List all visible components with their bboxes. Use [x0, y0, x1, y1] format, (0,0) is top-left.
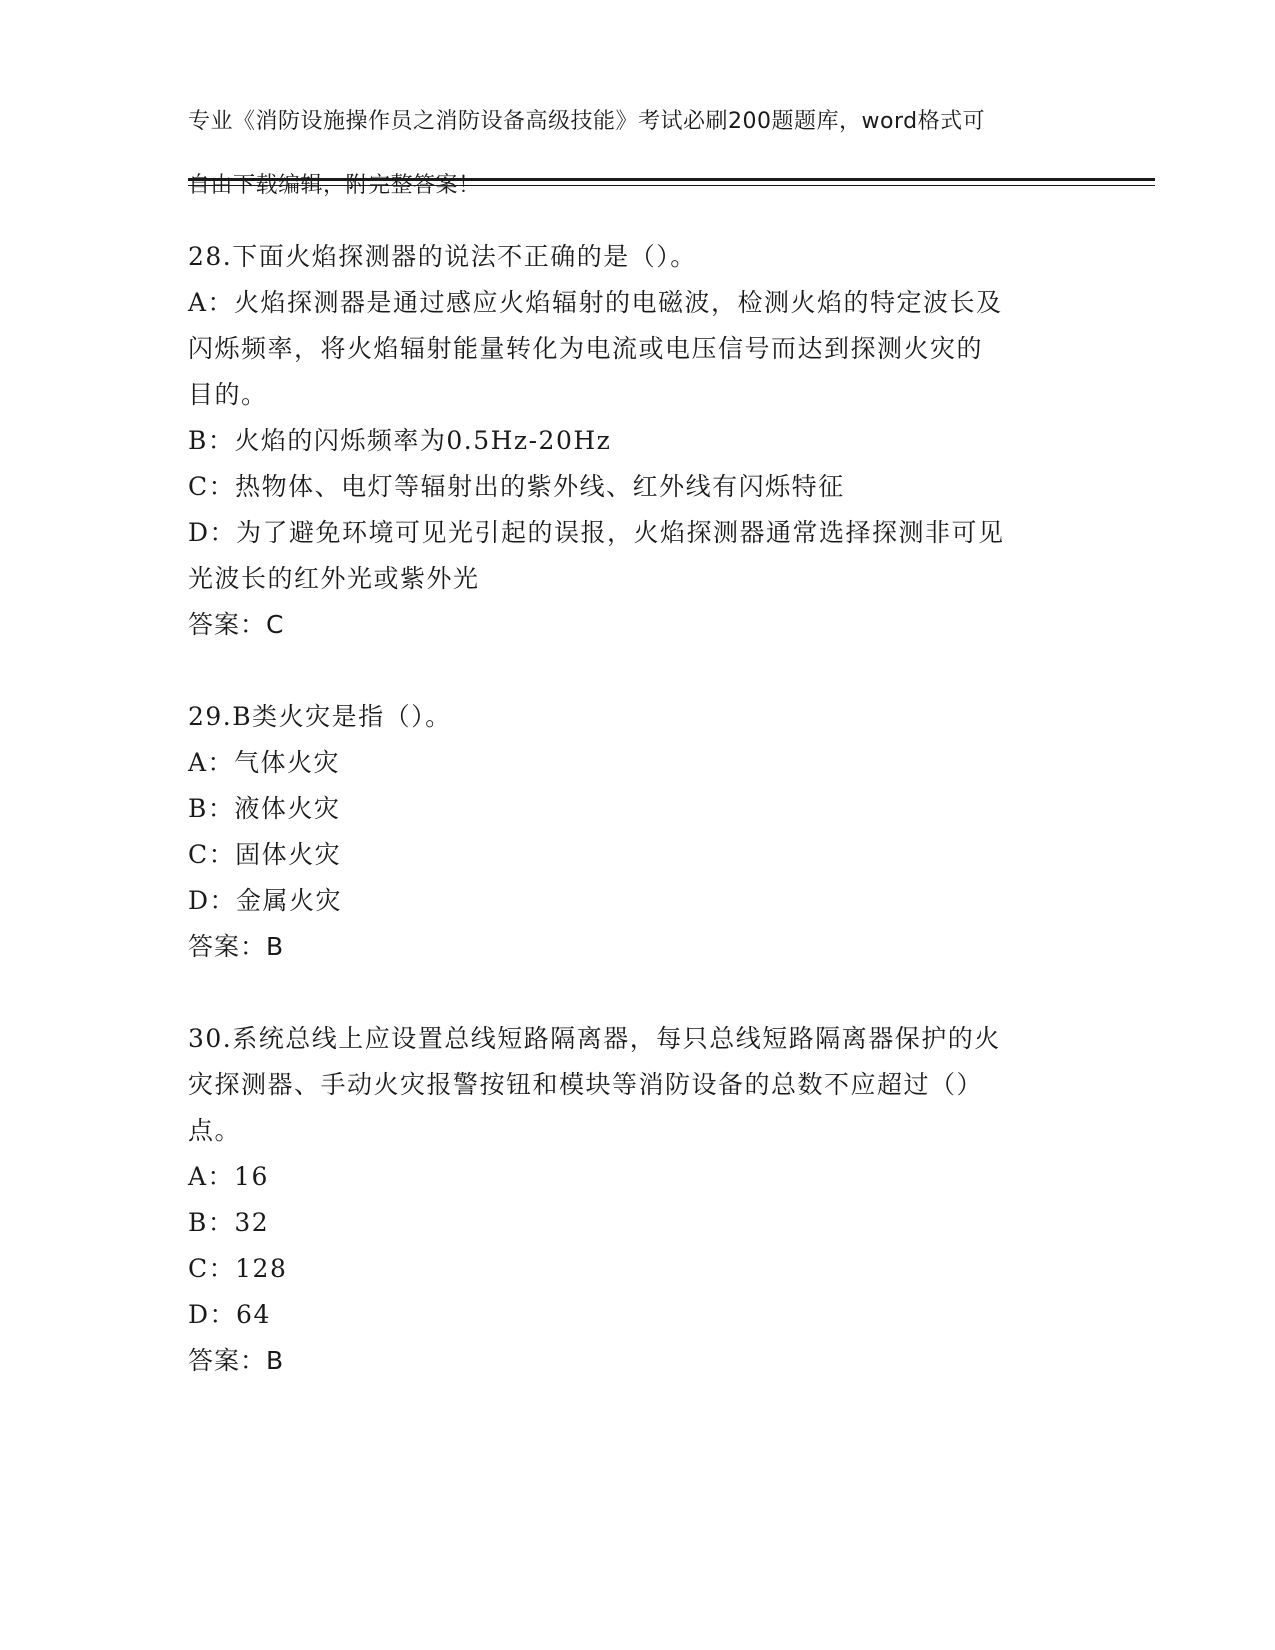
option-c: C：128	[188, 1254, 288, 1283]
option-a: A：16	[188, 1162, 269, 1191]
option-c: C：固体火灾	[188, 840, 342, 869]
question-stem-continued: 点。	[188, 1116, 242, 1145]
option-b: B：火焰的闪烁频率为0.5Hz-20Hz	[188, 426, 612, 455]
option-b: B：液体火灾	[188, 794, 341, 823]
header-line-2: 自由下载编辑，附完整答案！	[188, 173, 481, 198]
question-stem: 30.系统总线上应设置总线短路隔离器，每只总线短路隔离器保护的火	[188, 1024, 1001, 1053]
option-b: B：32	[188, 1208, 270, 1237]
option-d-continued: 光波长的红外光或紫外光	[188, 564, 480, 593]
question-29	[188, 694, 1088, 970]
answer-line: 答案：B	[188, 1346, 285, 1375]
option-a-continued: 闪烁频率，将火焰辐射能量转化为电流或电压信号而达到探测火灾的	[188, 334, 984, 363]
question-stem-continued: 灾探测器、手动火灾报警按钮和模块等消防设备的总数不应超过（）	[188, 1070, 984, 1099]
option-a: A：气体火灾	[188, 748, 341, 777]
header-divider-thin	[188, 185, 1155, 186]
answer-line: 答案：B	[188, 932, 285, 961]
question-stem: 28.下面火焰探测器的说法不正确的是（）。	[188, 242, 697, 271]
option-a: A：火焰探测器是通过感应火焰辐射的电磁波，检测火焰的特定波长及	[188, 288, 1003, 317]
question-stem: 29.B类火灾是指（）。	[188, 702, 452, 731]
question-30	[188, 1016, 1088, 1384]
document-header	[188, 74, 1088, 234]
header-divider-thick	[188, 178, 1155, 181]
question-list	[188, 234, 1088, 1430]
answer-line: 答案：C	[188, 610, 285, 639]
option-d: D：为了避免环境可见光引起的误报，火焰探测器通常选择探测非可见	[188, 518, 1005, 547]
option-c: C：热物体、电灯等辐射出的紫外线、红外线有闪烁特征	[188, 472, 845, 501]
option-d: D：金属火灾	[188, 886, 343, 915]
question-28	[188, 234, 1088, 648]
option-d: D：64	[188, 1300, 271, 1329]
option-a-continued: 目的。	[188, 380, 268, 409]
header-line-1: 专业《消防设施操作员之消防设备高级技能》考试必刷200题题库，word格式可	[188, 109, 986, 134]
